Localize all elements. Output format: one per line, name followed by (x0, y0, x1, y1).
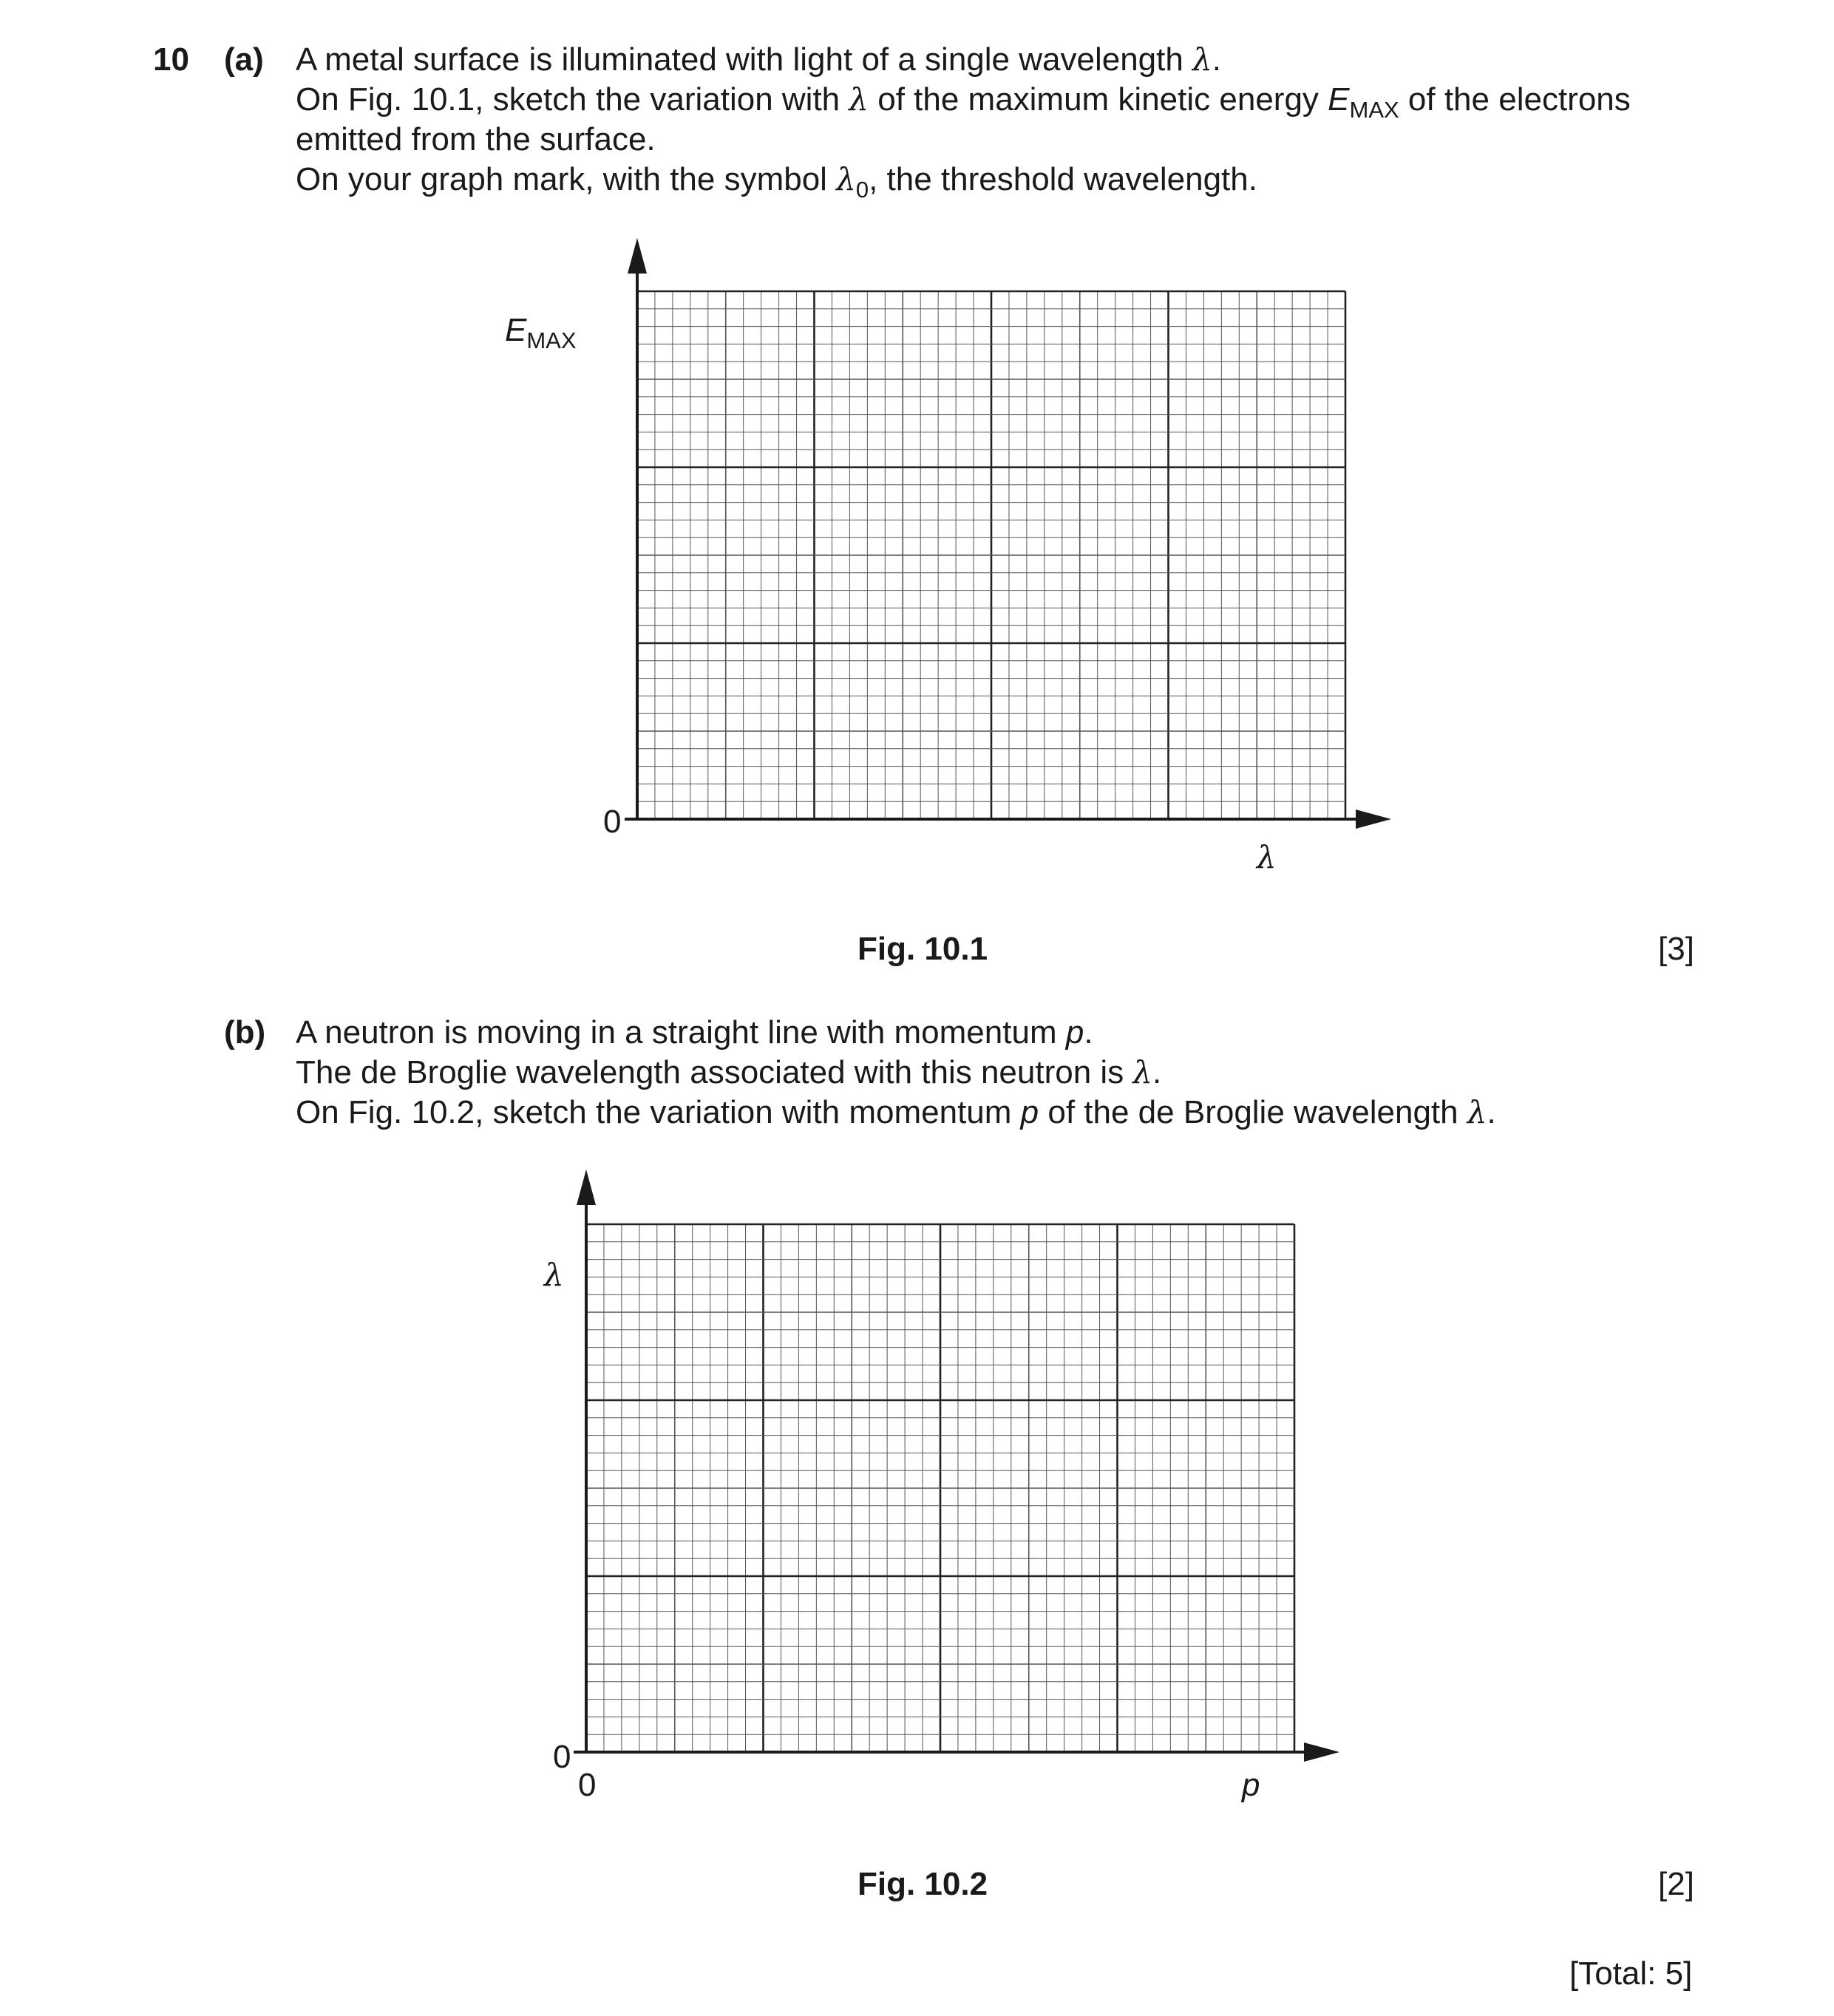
fig1-caption: Fig. 10.1 (857, 931, 988, 967)
part-b-line-3: On Fig. 10.2, sketch the variation with momentum p of the de Broglie wavelength λ. (296, 1094, 1496, 1130)
fig2-x-arrow-icon (1304, 1742, 1339, 1762)
fig2-origin-y-label: 0 (553, 1739, 571, 1775)
question-number: 10 (153, 41, 189, 78)
total-marks: [Total: 5] (1569, 1955, 1693, 1992)
fig2-grid[interactable] (586, 1224, 1294, 1752)
fig2-y-arrow-icon (577, 1170, 596, 1205)
fig2-axes (574, 1170, 1339, 1762)
part-b-label: (b) (224, 1014, 266, 1051)
part-b-line-1: A neutron is moving in a straight line with momentum p. (296, 1014, 1093, 1051)
fig2-x-axis-label: p (1242, 1767, 1260, 1803)
fig1-y-arrow-icon (628, 238, 647, 274)
fig1-grid[interactable] (637, 291, 1345, 819)
part-a-marks: [3] (1658, 931, 1694, 967)
fig2-origin-x-label: 0 (578, 1767, 597, 1803)
part-a-line-1: A metal surface is illuminated with light of a single wavelength λ. (296, 41, 1221, 78)
part-b-line-2: The de Broglie wavelength associated with this neutron is λ. (296, 1054, 1162, 1090)
part-b-marks: [2] (1658, 1866, 1694, 1902)
part-a-label: (a) (224, 41, 264, 78)
part-a-line-3: emitted from the surface. (296, 121, 656, 157)
fig1-x-arrow-icon (1356, 810, 1391, 829)
fig1-y-axis-label: $E_{MAX}$ (505, 312, 577, 353)
fig2-caption: Fig. 10.2 (857, 1866, 988, 1902)
part-a-line-2: On Fig. 10.1, sketch the variation with λ of the maximum kinetic energy $E_{MAX}$ of the electrons (296, 81, 1631, 123)
fig1-x-axis-label: λ (1257, 839, 1277, 875)
part-a-line-4: On your graph mark, with the symbol $\lambda_0$, the threshold wavelength. (296, 161, 1257, 203)
fig2-y-axis-label: λ (544, 1257, 564, 1293)
fig1-origin-label: 0 (603, 804, 622, 840)
